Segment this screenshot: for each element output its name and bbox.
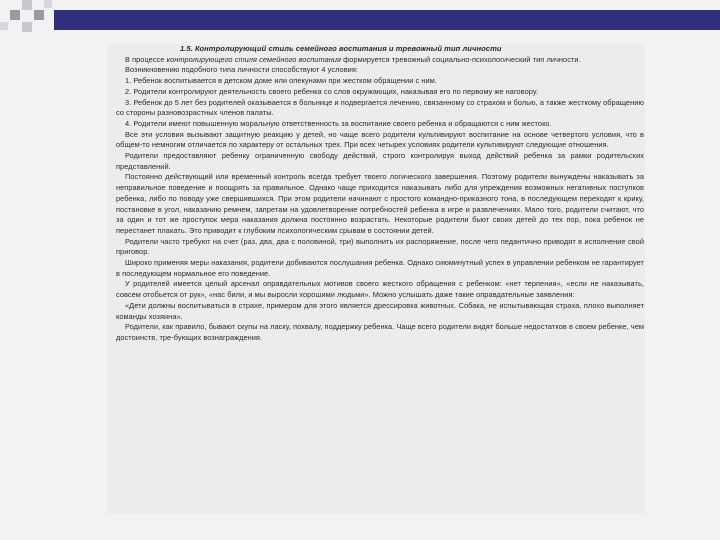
deco-square <box>22 0 32 10</box>
intro-paragraph <box>116 55 644 66</box>
intro-italic: контролирующего стиля семейного воспитания <box>166 54 342 64</box>
paragraph: Все эти условия вызывают защитную реакцию у детей, но чаще всего родители культивируют воспитание на основе четвертого условия, что в общем-то немногим отличается по характеру от остальных трех. При всех четырех условиях родители культивируют следующие отношения. <box>116 129 644 150</box>
paragraph: У родителей имеется целый арсенал оправдательных мотивов своего жесткого обращения с ребенком: «нет терпения», «если не наказывать, совсем отобьется от рук», «нас били, и мы выросли хорошими людьми». Можно услышать даже такие оправдательные заявления: <box>116 279 644 300</box>
document-title: 1.5. Контролирующий стиль семейного воспитания и тревожный тип личности <box>180 44 502 53</box>
deco-square <box>22 22 32 32</box>
paragraph: 3. Ребенок до 5 лет без родителей оказывается в больнице и подвергается лечению, связанному со страхом и болью, а также жесткому обращению со стороны разновозрастных членов палаты. <box>116 97 644 118</box>
paragraph: Возникновению подобного типа личности способствуют 4 условия: <box>125 65 358 75</box>
paragraph: Постоянно действующий или временный контроль всегда требует твоего логического завершения. Поэтому родители вынуждены наказывать за неправильное поведение и поощрять за правильное. Однако чаще приходится наказывать либо для упреждения возможных негативных поступков ребенка, либо по поводу уже свершившихся. При этом родители начинают с простого командно-приказного тона, в последующем переходят к крику, постановке в угол, наказанию ремнем, запретам на удовлетворение потребностей ребенка в игре и развлечениях. Мало того, родители считают, что за один и тот же проступок мера наказания должна постоянно возрастать. Некоторые родители бьют своих детей до тех пор, пока ребенок не перестанет плакать. Это приводит к глубоким психологическим срывам в состоянии детей. <box>116 172 644 235</box>
paragraph: 2. Родители контролируют деятельность своего ребенка со слов окружающих, наказывая его по первому же наговору. <box>125 86 538 96</box>
paragraph: 4. Родители имеют повышенную моральную ответственность за воспитание своего ребенка и обращаются с ним жестоко. <box>125 118 552 128</box>
paragraph: Родители предоставляют ребенку ограниченную свободу действий, строго контролируя выход действий ребенка за рамки родительских представлений. <box>116 151 644 171</box>
deco-square <box>10 10 20 20</box>
paragraph: Широко применяя меры наказания, родители добиваются послушания ребенка. Однако сиюминутный успех в управлении ребенком не гарантирует в последующем нормальное его поведение. <box>116 258 644 278</box>
paragraph: Родители часто требуют на счет (раз, два, два с половиной, три) выполнить их распоряжение, после чего педантично приводят в исполнение свой приговор. <box>116 236 644 257</box>
intro-after: формируется тревожный социально-психологический тип личности. <box>341 54 581 64</box>
paragraph: Родители, как правило, бывают скупы на ласку, похвалу, поддержку ребенка. Чаще всего родители видят больше недостатков в своем ребенке, чем достоинств, тре-бующих вознаграждения. <box>116 322 644 342</box>
deco-square <box>0 22 8 30</box>
document-body <box>116 44 644 344</box>
header-bar <box>54 10 720 30</box>
paragraph: 1. Ребенок воспитывается в детском доме или опекунами при жестком обращении с ним. <box>125 76 437 86</box>
header-decoration <box>0 0 720 40</box>
paragraph: «Дети должны воспитываться в страхе, примером для этого является дрессировка животных. Собака, не испытывающая страха, плохо выполняет команды хозяина». <box>116 300 644 321</box>
intro-before: В процессе <box>125 54 167 64</box>
deco-square <box>44 0 52 8</box>
deco-square <box>34 10 44 20</box>
